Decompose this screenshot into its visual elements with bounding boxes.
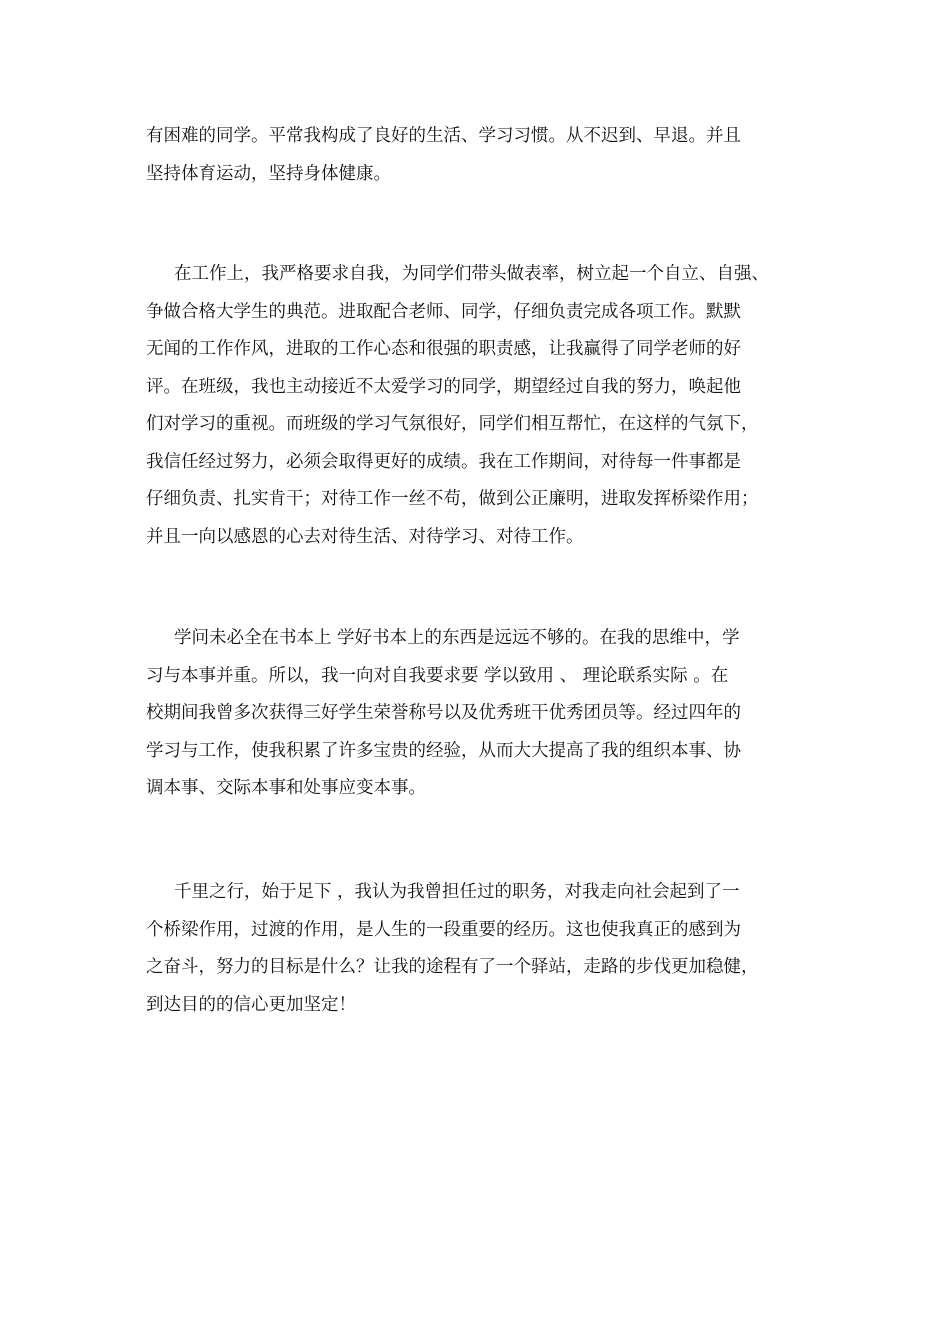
paragraph-line: 学问未必全在书本上 学好书本上的东西是远远不够的。在我的思维中，学	[174, 628, 740, 648]
paragraph-line: 并且一向以感恩的心去对待生活、对待学习、对待工作。	[146, 526, 584, 547]
paragraph-line: 个桥梁作用，过渡的作用，是人生的一段重要的经历。这也使我真正的感到为	[146, 919, 741, 940]
paragraph-line: 到达目的的信心更加坚定！	[146, 994, 356, 1015]
paragraph-line: 学习与工作，使我积累了许多宝贵的经验，从而大大提高了我的组织本事、协	[146, 740, 741, 761]
paragraph-line: 坚持体育运动，坚持身体健康。	[146, 163, 391, 184]
paragraph-2	[146, 256, 826, 556]
paragraph-line: 争做合格大学生的典范。进取配合老师、同学，仔细负责完成各项工作。默默	[146, 301, 741, 322]
paragraph-line: 千里之行，始于足下 ，我认为我曾担任过的职务，对我走向社会起到了一	[174, 882, 740, 902]
paragraph-line: 无闻的工作作风，进取的工作心态和很强的职责感，让我赢得了同学老师的好	[146, 339, 741, 359]
paragraph-line: 校期间我曾多次获得三好学生荣誉称号以及优秀班干优秀团员等。经过四年的	[146, 703, 741, 723]
paragraph-line: 我信任经过努力，必须会取得更好的成绩。我在工作期间，对待每一件事都是	[146, 451, 741, 472]
paragraph-line: 评。在班级，我也主动接近不太爱学习的同学，期望经过自我的努力，唤起他	[146, 376, 741, 397]
paragraph-line: 们对学习的重视。而班级的学习气氛很好，同学们相互帮忙，在这样的气氛下，	[146, 414, 759, 434]
paragraph-line: 调本事、交际本事和处事应变本事。	[146, 778, 426, 798]
paragraph-line: 仔细负责、扎实肯干；对待工作一丝不苟，做到公正廉明，进取发挥桥梁作用；	[146, 489, 759, 509]
paragraph-line: 习与本事并重。所以，我一向对自我要求要 学以致用 、 理论联系实际 。在	[146, 665, 729, 686]
paragraph-line: 在工作上，我严格要求自我，为同学们带头做表率，树立起一个自立、自强、	[174, 264, 769, 284]
paragraph-4	[146, 874, 826, 1024]
paragraph-1	[146, 118, 826, 193]
paragraph-3	[146, 620, 826, 808]
paragraph-line: 有困难的同学。平常我构成了良好的生活、学习习惯。从不迟到、早退。并且	[146, 126, 741, 146]
paragraph-line: 之奋斗，努力的目标是什么？让我的途程有了一个驿站，走路的步伐更加稳健，	[146, 957, 759, 977]
